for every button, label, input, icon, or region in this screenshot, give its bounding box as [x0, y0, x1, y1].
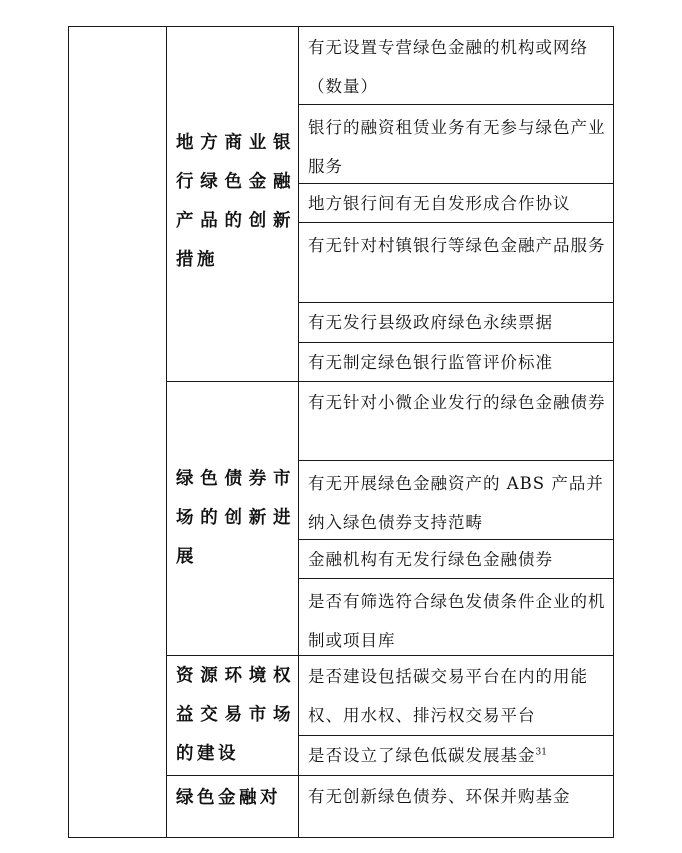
- section-label: 地方商业银行绿色金融产品的创新措施: [176, 133, 294, 270]
- table-row: [299, 382, 613, 460]
- table-row: [299, 183, 613, 222]
- section-items: [299, 776, 613, 837]
- table-row: [299, 656, 613, 735]
- row-text: 有无设置专营绿色金融的机构或网络（数量）: [308, 38, 588, 96]
- section-label: 资源环境权益交易市场的建设: [176, 666, 294, 764]
- section-label-cell: [167, 382, 299, 655]
- row-text: 地方银行间有无自发形成合作协议: [308, 194, 571, 213]
- row-text: 是否有筛选符合绿色发债条件企业的机制或项目库: [308, 592, 606, 650]
- section-label-cell: [167, 776, 299, 837]
- section-items: [299, 382, 613, 655]
- row-text: 有无创新绿色债券、环保并购基金: [308, 787, 571, 806]
- criteria-table: [68, 26, 614, 838]
- table-row: [299, 539, 613, 578]
- section-label: 绿色债券市场的创新进展: [176, 469, 294, 567]
- section-label-cell: [167, 656, 299, 775]
- row-text: [308, 736, 608, 775]
- row-text: 银行的融资租赁业务有无参与绿色产业服务: [308, 118, 606, 176]
- row-text: 是否建设包括碳交易平台在内的用能权、用水权、排污权交易平台: [308, 667, 588, 725]
- row-text: 有无针对小微企业发行的绿色金融债券: [308, 393, 606, 412]
- table-section: [167, 381, 613, 655]
- row-text-main: 是否设立了绿色低碳发展基金: [308, 746, 536, 765]
- section-items: [299, 656, 613, 775]
- table-section: [167, 775, 613, 837]
- table-row: [299, 735, 613, 776]
- row-text: 有无制定绿色银行监管评价标准: [308, 353, 553, 372]
- table-row: [299, 222, 613, 302]
- footnote-marker: 31: [535, 747, 547, 758]
- table-section: [167, 655, 613, 775]
- section-label: 绿色金融对: [176, 788, 281, 808]
- section-items: [299, 27, 613, 381]
- table-section: [167, 27, 613, 381]
- table-row: [299, 460, 613, 539]
- table-row: [299, 27, 613, 104]
- table-row: [299, 342, 613, 381]
- section-label-cell: [167, 27, 299, 381]
- table-row: [299, 776, 613, 838]
- row-text: 有无开展绿色金融资产的 ABS 产品并纳入绿色债券支持范畴: [308, 474, 604, 532]
- table-row: [299, 104, 613, 183]
- table-row: [299, 302, 613, 342]
- row-text: 有无针对村镇银行等绿色金融产品服务: [308, 236, 606, 255]
- row-text: 有无发行县级政府绿色永续票据: [308, 313, 553, 332]
- row-text: 金融机构有无发行绿色金融债券: [308, 550, 553, 569]
- first-column-cell: [69, 27, 167, 837]
- table-row: [299, 578, 613, 656]
